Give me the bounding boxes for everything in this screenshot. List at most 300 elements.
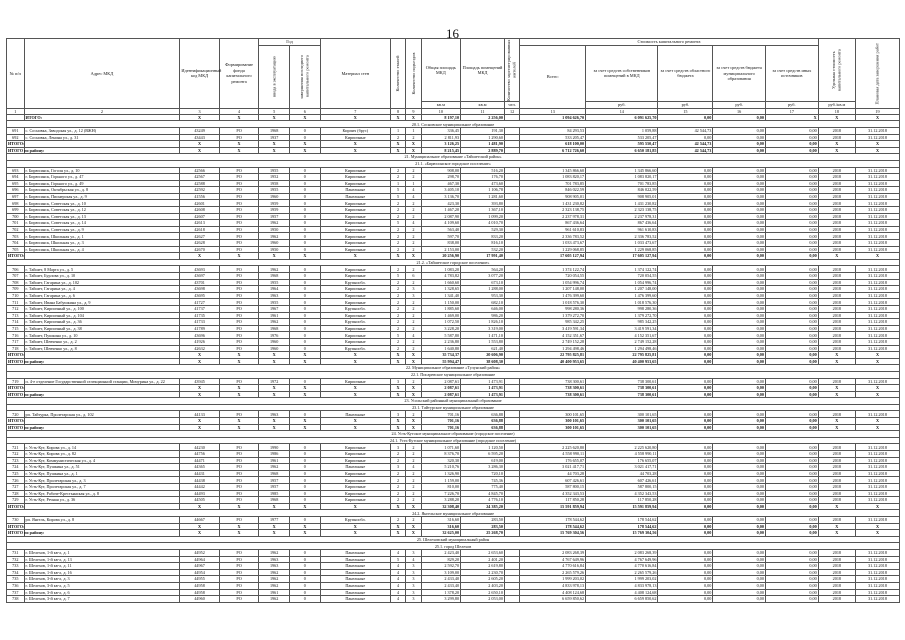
table-cell: 4 (406, 193, 421, 200)
table-cell (504, 338, 519, 345)
table-row (7, 187, 900, 194)
table-cell: 0,00 (713, 147, 766, 154)
table-cell: 2 (390, 470, 405, 477)
table-cell: 31.12.2018 (855, 279, 899, 286)
table-cell: 0,00 (658, 226, 713, 233)
table-cell: X (259, 114, 290, 121)
table-cell: 701,16 (421, 424, 460, 431)
table-cell: 727 (7, 484, 25, 491)
table-cell: 0,00 (713, 484, 766, 491)
table-cell: 1963 (259, 556, 290, 563)
table-row (7, 345, 900, 352)
table-cell: 31.12.2018 (855, 451, 899, 458)
table-cell: РО (219, 563, 258, 570)
table-cell: 4 (390, 569, 405, 576)
table-cell: 44493 (180, 490, 219, 497)
table-cell: 2 (390, 451, 405, 458)
table-cell: Крупнообл. (320, 279, 390, 286)
table-cell: 0,00 (658, 503, 713, 510)
table-cell (504, 220, 519, 227)
table-cell: Крупнообл. (320, 305, 390, 312)
table-cell: 316,60 (421, 523, 460, 530)
table-cell: 0,00 (713, 233, 766, 240)
table-cell: 961 610,83 (520, 226, 586, 233)
table-cell: 0,00 (658, 253, 713, 260)
table-cell: 5 (390, 220, 405, 227)
table-cell: 699 (7, 207, 25, 214)
table-cell: 2 (390, 305, 405, 312)
table-cell: 1 660,60 (421, 279, 460, 286)
table-cell: X (180, 358, 219, 365)
table-cell: 2 650,10 (461, 589, 505, 596)
table-cell: 0,00 (713, 503, 766, 510)
table-cell: 829,20 (421, 556, 460, 563)
table-cell: 3 419 591,34 (520, 325, 586, 332)
table-cell: г. Шелехов, 3-й кв-л, д. 5 (24, 582, 180, 589)
table-cell: Панельные (320, 563, 390, 570)
table-cell: Панельные (320, 576, 390, 583)
table-cell: 0 (289, 345, 320, 352)
table-cell: X (180, 424, 219, 431)
table-cell: 1952 (259, 174, 290, 181)
table-cell: 2 (390, 319, 405, 326)
table-cell: Кирпич (брус) (320, 127, 390, 134)
table-cell: г. Тайшет, Кирпичный ул., д. 38 (24, 325, 180, 332)
table-cell: X (855, 530, 899, 537)
table-cell: 8 215,45 (421, 147, 460, 154)
table-cell: РО (219, 220, 258, 227)
table-cell: РО (219, 226, 258, 233)
table-cell: 1 059,88 (586, 127, 658, 134)
table-cell: 2 (406, 200, 421, 207)
table-cell: 0,00 (765, 134, 818, 141)
table-cell: 0 (289, 174, 320, 181)
table-cell: 718 (7, 345, 25, 352)
section-heading-row (7, 371, 900, 378)
table-cell: 693 (7, 167, 25, 174)
table-cell: г. Бирюсинск, Октябрьская ул., д. 8 (24, 187, 180, 194)
table-cell: 1955 (259, 167, 290, 174)
table-row (7, 464, 900, 471)
table-cell: 41556 (180, 193, 219, 200)
table-cell: 3 (406, 292, 421, 299)
table-cell: 1 826,10 (461, 319, 505, 326)
repair-program-table-container (6, 38, 900, 636)
table-cell: 2 (406, 470, 421, 477)
table-cell: 0,00 (713, 319, 766, 326)
col-premises-area: Площадь помещений МКД (461, 39, 505, 102)
table-cell: 1959 (259, 207, 290, 214)
table-cell: 44230 (180, 444, 219, 451)
table-cell: X (180, 391, 219, 398)
table-cell: 2 423,40 (421, 549, 460, 556)
table-cell: X (855, 523, 899, 530)
table-cell: Кирпичные (320, 325, 390, 332)
table-cell: 0,00 (658, 477, 713, 484)
table-cell: 0,00 (765, 312, 818, 319)
table-cell: 1 159,00 (421, 477, 460, 484)
table-cell: 42 544,73 (658, 127, 713, 134)
table-cell: 1963 (259, 411, 290, 418)
table-cell: 737 (7, 589, 25, 596)
table-cell: X (289, 358, 320, 365)
table-cell: 0,00 (765, 286, 818, 293)
table-cell: 1960 (259, 193, 290, 200)
table-cell: X (180, 523, 219, 530)
table-cell: 1 083,20 (421, 266, 460, 273)
table-cell: X (320, 253, 390, 260)
column-index: 19 (855, 108, 899, 114)
table-cell: РО (219, 127, 258, 134)
table-cell: 3 (406, 582, 421, 589)
table-cell: 0,00 (765, 167, 818, 174)
table-cell: 0,00 (658, 391, 713, 398)
table-cell: X (320, 503, 390, 510)
table-cell: 4 783,82 (421, 273, 460, 280)
table-cell: Кирпичные (320, 167, 390, 174)
table-cell: 31.12.2018 (855, 464, 899, 471)
table-cell: 2 053,00 (461, 596, 505, 603)
table-cell: Кирпичные (320, 226, 390, 233)
table-cell: РО (219, 569, 258, 576)
table-cell: 1 345 866,60 (586, 167, 658, 174)
table-row (7, 451, 900, 458)
table-cell: 721 (7, 444, 25, 451)
table-cell: X (259, 147, 290, 154)
table-cell: 2 (406, 226, 421, 233)
table-cell: 607 426,61 (586, 477, 658, 484)
table-cell: 1 094 626,70 (520, 114, 586, 121)
table-row (7, 273, 900, 280)
table-cell: 0 (289, 490, 320, 497)
table-cell (504, 569, 519, 576)
table-cell: 0,00 (713, 273, 766, 280)
table-cell: Кирпичные (320, 457, 390, 464)
table-cell: 55 994,47 (421, 358, 460, 365)
table-cell: 31.12.2018 (855, 226, 899, 233)
table-cell (504, 312, 519, 319)
table-cell: 2018 (818, 411, 855, 418)
table-cell: 3 (390, 464, 405, 471)
table-cell: 0,00 (765, 516, 818, 523)
table-cell: 0,00 (765, 358, 818, 365)
table-cell: 2018 (818, 319, 855, 326)
table-cell: 0,00 (658, 299, 713, 306)
table-cell: 0,00 (658, 424, 713, 431)
table-cell: 0,00 (765, 385, 818, 392)
table-cell: X (320, 424, 390, 431)
table-row (7, 497, 900, 504)
table-cell: X (390, 147, 405, 154)
table-row (7, 167, 900, 174)
table-cell: 4 (390, 549, 405, 556)
table-cell: 695 (7, 180, 25, 187)
table-cell: 0,00 (765, 213, 818, 220)
table-cell: 6 650 181,85 (586, 147, 658, 154)
table-cell: 0,00 (765, 530, 818, 537)
table-cell: 3 405,10 (421, 187, 460, 194)
table-cell: 646,00 (461, 305, 505, 312)
table-cell: 42613 (180, 220, 219, 227)
table-cell: X (180, 530, 219, 537)
table-cell: 44365 (180, 464, 219, 471)
table-cell: 0,00 (765, 444, 818, 451)
table-cell: X (406, 253, 421, 260)
table-cell: 1 033 473,67 (520, 240, 586, 247)
table-cell: 4 352 343,53 (520, 490, 586, 497)
table-cell: 738 (7, 596, 25, 603)
table-cell: 2 (390, 167, 405, 174)
section-heading: 22.1. Писаревское муниципальное образование (7, 371, 900, 378)
table-cell: X (219, 141, 258, 148)
table-cell: Кирпичные (320, 213, 390, 220)
table-cell: 1 999 203,02 (520, 576, 586, 583)
table-row (7, 299, 900, 306)
table-cell: 1 (390, 127, 405, 134)
table-cell: 2018 (818, 312, 855, 319)
table-cell: г. Усть-Кут, Кирова ул., д. 14 (24, 444, 180, 451)
table-cell: 44431 (180, 470, 219, 477)
table-cell: X (259, 253, 290, 260)
table-cell: 38 608,30 (461, 358, 505, 365)
table-cell: X (406, 530, 421, 537)
table-cell: X (259, 141, 290, 148)
column-index: 17 (765, 108, 818, 114)
table-cell: 0,00 (765, 589, 818, 596)
table-cell: 0 (289, 457, 320, 464)
table-cell: 3 077,20 (461, 273, 505, 280)
table-cell: 2018 (818, 299, 855, 306)
table-cell: 3 (406, 286, 421, 293)
table-cell: 43698 (180, 286, 219, 293)
table-cell: 31.12.2018 (855, 286, 899, 293)
total-row (7, 503, 900, 510)
table-cell: 2018 (818, 549, 855, 556)
table-cell (24, 358, 180, 365)
table-cell: 31.12.2018 (855, 167, 899, 174)
table-cell: 2 087,61 (421, 385, 460, 392)
table-cell: Кирпичные (320, 220, 390, 227)
table-cell: 1968 (259, 325, 290, 332)
table-cell: 2 265 579,26 (520, 569, 586, 576)
table-cell: 0,00 (713, 596, 766, 603)
table-cell: 738 300,61 (586, 385, 658, 392)
table-cell: Кирпичные (320, 134, 390, 141)
col-total-area: Общая площадь МКД (421, 39, 460, 102)
table-cell: 908,00 (421, 167, 460, 174)
table-cell: 2018 (818, 576, 855, 583)
table-cell: 0 (289, 338, 320, 345)
table-cell: 833,20 (461, 233, 505, 240)
table-cell: 117 850,28 (586, 497, 658, 504)
table-cell: 0,00 (765, 141, 818, 148)
col-local: за счет средств бюджета муниципального образования (713, 45, 766, 102)
table-cell: Панельные (320, 411, 390, 418)
table-cell: 0 (289, 273, 320, 280)
table-cell: 4 408 124,68 (586, 589, 658, 596)
table-cell: 0,00 (713, 174, 766, 181)
table-cell: 1 207 148,00 (520, 286, 586, 293)
table-cell: 2 (390, 266, 405, 273)
table-cell: X (818, 358, 855, 365)
table-cell: 4 (390, 589, 405, 596)
table-cell: 725 (7, 470, 25, 477)
column-index: 6 (289, 108, 320, 114)
table-cell (504, 358, 519, 365)
table-cell: 2018 (818, 226, 855, 233)
table-cell: г. Усть-Кут, Пролетарская ул., д. 7 (24, 484, 180, 491)
table-cell: г. Шелехов, 1-й кв-л, д. 1 (24, 549, 180, 556)
table-cell: 0,00 (658, 358, 713, 365)
table-cell: 0,00 (713, 226, 766, 233)
table-cell: 673,10 (461, 279, 505, 286)
table-cell: 0,00 (658, 576, 713, 583)
table-cell: 2 225 620,80 (520, 444, 586, 451)
table-cell: 31.12.2018 (855, 220, 899, 227)
table-cell: 31.12.2018 (855, 325, 899, 332)
table-cell: 710 (7, 292, 25, 299)
table-cell (504, 174, 519, 181)
table-cell (504, 332, 519, 339)
table-cell: 1 374 122,74 (520, 266, 586, 273)
table-cell: 1958 (259, 180, 290, 187)
table-cell: 516,20 (461, 167, 505, 174)
table-cell: X (406, 418, 421, 425)
table-cell: Кирпичные (320, 174, 390, 181)
table-cell: 0,00 (658, 385, 713, 392)
table-cell: 0,00 (658, 563, 713, 570)
table-cell: 8 197,10 (421, 114, 460, 121)
table-cell (504, 279, 519, 286)
table-cell: 1 083 820,17 (520, 174, 586, 181)
table-cell: 2 401,20 (461, 556, 505, 563)
table-cell: РО (219, 279, 258, 286)
column-index: 1 (7, 108, 25, 114)
section-heading-row (7, 121, 900, 128)
table-cell: X (818, 147, 855, 154)
table-cell: 729 (7, 497, 25, 504)
table-cell: 738 300,61 (520, 385, 586, 392)
table-cell: 4 152 351,67 (520, 332, 586, 339)
table-cell: 2018 (818, 273, 855, 280)
table-cell: 0,00 (713, 556, 766, 563)
table-cell: 0,00 (713, 286, 766, 293)
table-cell: РО (219, 484, 258, 491)
table-cell: 2 811,93 (421, 134, 460, 141)
table-cell: 4 (390, 596, 405, 603)
table-cell: 0,00 (713, 563, 766, 570)
table-cell: 31.12.2018 (855, 484, 899, 491)
table-cell (504, 411, 519, 418)
table-cell: г. Бирюсинск, Советская ул., д. 9 (24, 226, 180, 233)
table-row (7, 563, 900, 570)
table-cell: 0,00 (658, 193, 713, 200)
table-cell: 998 280,36 (520, 305, 586, 312)
table-cell (504, 141, 519, 148)
table-cell: X (406, 358, 421, 365)
table-cell (24, 391, 180, 398)
table-cell: 1 473,91 (461, 378, 505, 385)
col-year-commissioning: ввода в эксплуатацию (259, 45, 290, 108)
table-cell: 1 476 399,60 (520, 292, 586, 299)
table-cell: 0,00 (658, 549, 713, 556)
table-cell: 32 308,40 (421, 503, 460, 510)
table-cell: 42632 (180, 345, 219, 352)
table-cell: г. Тайшет, Кирпичный ул., д. 36 (24, 319, 180, 326)
table-cell: 4 833 978,13 (520, 582, 586, 589)
table-cell: РО (219, 187, 258, 194)
table-cell (24, 418, 180, 425)
table-cell: 720 054,55 (586, 273, 658, 280)
table-cell: 5 210,76 (421, 464, 460, 471)
table-cell: 709 (7, 286, 25, 293)
table-cell: 0,00 (658, 246, 713, 253)
table-cell: 1 326,90 (421, 470, 460, 477)
table-cell: 0,00 (713, 391, 766, 398)
table-cell: X (320, 147, 390, 154)
table-cell: 3 109,00 (421, 569, 460, 576)
table-cell: 31.12.2018 (855, 563, 899, 570)
table-cell: 0,00 (765, 305, 818, 312)
table-cell: г. Усть-Кут, Кирова ул., д. 82 (24, 451, 180, 458)
table-cell: 908 905,01 (586, 193, 658, 200)
table-cell: 3 228,20 (421, 325, 460, 332)
table-cell: X (390, 385, 405, 392)
table-cell: 43695 (180, 292, 219, 299)
table-cell: 2018 (818, 332, 855, 339)
table-cell: 0,00 (658, 338, 713, 345)
table-cell: 2 (390, 490, 405, 497)
table-cell: 1968 (259, 273, 290, 280)
table-row (7, 490, 900, 497)
table-cell: X (390, 391, 405, 398)
table-cell: 0,00 (765, 220, 818, 227)
table-cell: 691 (7, 127, 25, 134)
table-cell: Кирпичные (320, 292, 390, 299)
table-cell: 0,00 (765, 240, 818, 247)
table-cell: X (289, 503, 320, 510)
table-cell: 704 (7, 240, 25, 247)
table-row (7, 220, 900, 227)
col-no: № п/п (7, 39, 25, 109)
table-cell: 42607 (180, 213, 219, 220)
table-cell: 2018 (818, 490, 855, 497)
table-cell: 621,40 (461, 345, 505, 352)
table-cell: 4 767 649,96 (520, 556, 586, 563)
table-cell: 4 767 649,96 (586, 556, 658, 563)
table-cell: 3 (406, 596, 421, 603)
table-cell: X (289, 141, 320, 148)
table-cell: 0,00 (713, 325, 766, 332)
table-cell: X (320, 530, 390, 537)
table-cell (504, 147, 519, 154)
page-number: 16 (446, 26, 459, 41)
table-cell: 2 (390, 484, 405, 491)
table-row (7, 589, 900, 596)
column-index: 9 (406, 108, 421, 114)
table-cell: 0,00 (765, 226, 818, 233)
table-cell: 5 (390, 556, 405, 563)
table-cell: 0,00 (765, 582, 818, 589)
table-cell: X (320, 141, 390, 148)
table-cell: РО (219, 134, 258, 141)
table-cell: 2018 (818, 207, 855, 214)
table-cell: РО (219, 576, 258, 583)
table-cell: 694 (7, 174, 25, 181)
table-cell: 44 703,28 (586, 470, 658, 477)
table-cell: X (818, 418, 855, 425)
table-cell (504, 213, 519, 220)
